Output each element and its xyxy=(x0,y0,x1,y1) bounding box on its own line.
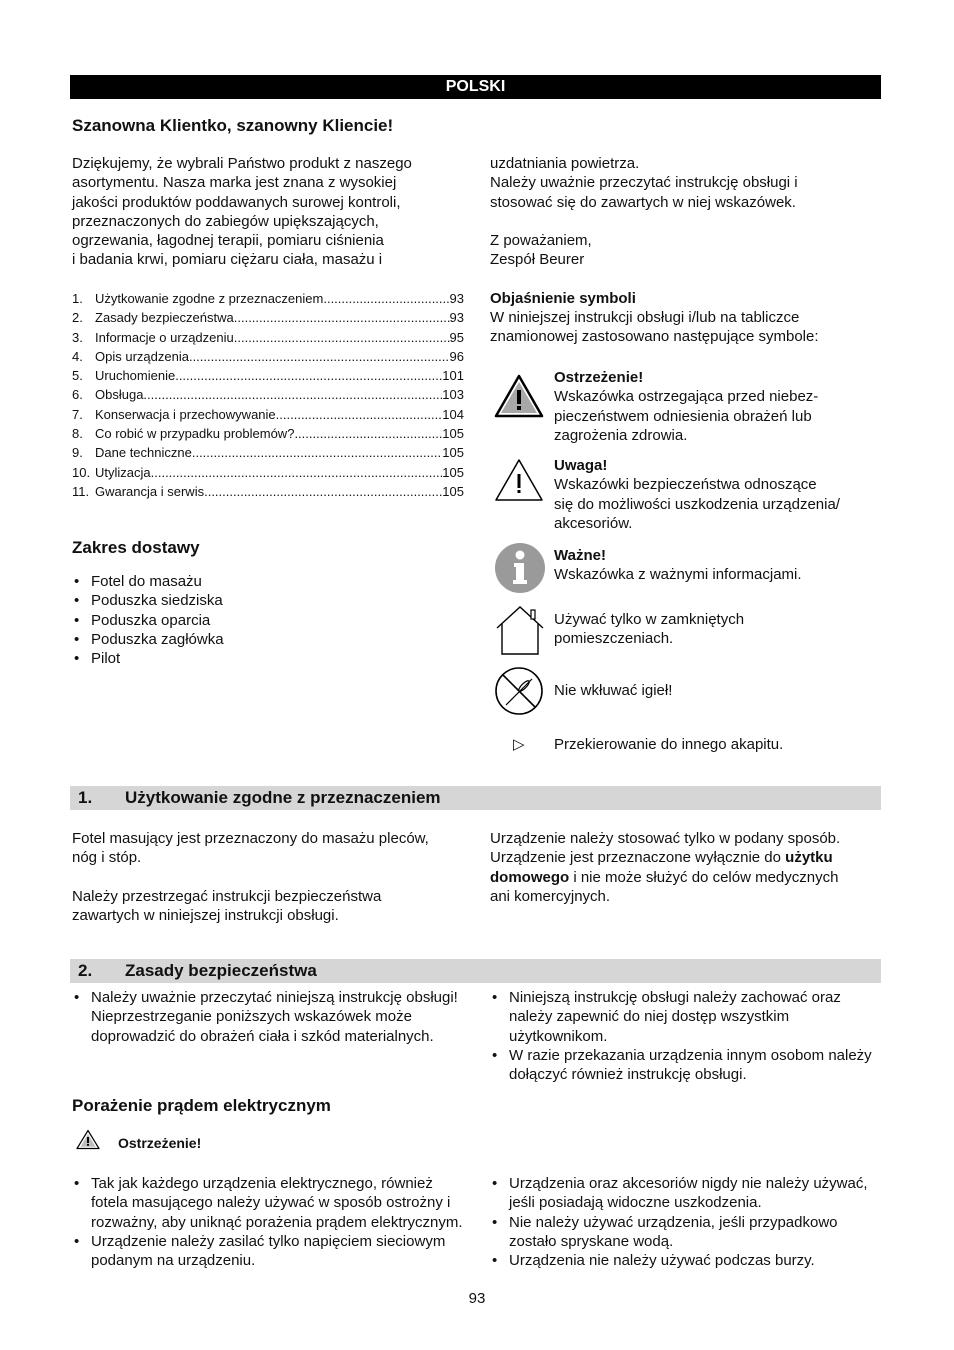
list-item: • Fotel do masażu xyxy=(72,572,462,591)
electric-left-list xyxy=(72,1174,466,1270)
list-item: • Urządzenia oraz akcesoriów nigdy nie należy używać, jeśli posiadają widoczne uszkodzenia. xyxy=(490,1174,880,1213)
section2-right-list xyxy=(490,988,880,1084)
symbols-heading: Objaśnienie symboli xyxy=(490,290,636,307)
list-item: • Należy uważnie przeczytać niniejszą instrukcję obsługi! Nieprzestrzeganie poniższych wskazówek może doprowadzić do obrażeń ciała i szkód materialnych. xyxy=(72,988,464,1046)
indoor-house-icon xyxy=(494,604,546,656)
no-needles-icon xyxy=(494,666,544,716)
toc-item[interactable]: 2. Zasady bezpieczeństwa ..... 93 xyxy=(72,308,464,327)
list-item: • Pilot xyxy=(72,649,462,668)
toc-item[interactable]: 7. Konserwacja i przechowywanie ..... 104 xyxy=(72,405,464,424)
warning-small-icon xyxy=(76,1129,100,1150)
list-item: • W razie przekazania urządzenia innym osobom należy dołączyć również instrukcję obsługi. xyxy=(490,1046,880,1085)
toc-item[interactable]: 5. Uruchomienie ..... 101 xyxy=(72,366,464,385)
delivery-heading: Zakres dostawy xyxy=(72,538,200,557)
needle-symbol-text: Nie wkłuwać igieł! xyxy=(554,682,673,699)
info-icon xyxy=(494,542,546,594)
toc-item[interactable]: 8. Co robić w przypadku problemów? ..... 105 xyxy=(72,424,464,443)
language-header: POLSKI xyxy=(70,75,881,99)
arrow-icon: ▷ xyxy=(513,736,525,753)
toc-item[interactable]: 6. Obsługa ..... 103 xyxy=(72,385,464,404)
section1-header: 1. Użytkowanie zgodne z przeznaczeniem xyxy=(70,786,881,810)
electric-heading: Porażenie prądem elektrycznym xyxy=(72,1096,331,1115)
caution-outline-icon xyxy=(494,458,544,502)
electric-warning-label: Ostrzeżenie! xyxy=(118,1135,202,1151)
warning-symbol-text: Ostrzeżenie! Wskazówka ostrzegająca przed niebez- pieczeństwem odniesienia obrażeń lub zagrożenia zdrowia. xyxy=(554,369,819,444)
list-item: • Nie należy używać urządzenia, jeśli przypadkowo zostało spryskane wodą. xyxy=(490,1213,880,1252)
section1-right-text: Urządzenie należy stosować tylko w podany sposób. Urządzenie jest przeznaczone wyłącznie do użytku domowego i nie może służyć do celów medycznych ani komercyjnych. xyxy=(490,830,841,905)
delivery-list xyxy=(72,572,462,668)
toc-item[interactable]: 3. Informacje o urządzeniu ..... 95 xyxy=(72,328,464,347)
toc-item[interactable]: 4. Opis urządzenia ..... 96 xyxy=(72,347,464,366)
arrow-symbol-text: Przekierowanie do innego akapitu. xyxy=(554,736,784,753)
list-item: • Urządzenie należy zasilać tylko napięciem sieciowym podanym na urządzeniu. xyxy=(72,1232,466,1271)
section1-left-text: Fotel masujący jest przeznaczony do masażu pleców, nóg i stóp. Należy przestrzegać instrukcji bezpieczeństwa zawartych w niniejszej instrukcji obsługi. xyxy=(72,830,429,925)
symbols-intro: W niniejszej instrukcji obsługi i/lub na tabliczce znamionowej zastosowano następujące symbole: xyxy=(490,309,819,346)
intro-left-text: Dziękujemy, że wybrali Państwo produkt z naszego asortymentu. Nasza marka jest znana z wysokiej jakości produktów poddawanych surowej kontroli, przeznaczonych do zabiegów upiększających, ogrzewania, łagodnej terapii, pomiaru ciśnienia i badania krwi, pomiaru ciężaru ciała, masażu i xyxy=(72,155,412,269)
indoor-symbol-text: Używać tylko w zamkniętych pomieszczeniach. xyxy=(554,611,745,648)
toc-item[interactable]: 9. Dane techniczne ..... 105 xyxy=(72,443,464,462)
section2-header: 2. Zasady bezpieczeństwa xyxy=(70,959,881,983)
toc-item[interactable]: 1. Użytkowanie zgodne z przeznaczeniem ..... 93 xyxy=(72,289,464,308)
section2-left-list xyxy=(72,988,464,1046)
toc-item[interactable]: 11. Gwarancja i serwis ..... 105 xyxy=(72,482,464,501)
list-item: • Poduszka zagłówka xyxy=(72,630,462,649)
intro-right-text: uzdatniania powietrza. Należy uważnie przeczytać instrukcję obsługi i stosować się do zawartych w niej wskazówek. Z poważaniem, Zespół Beurer xyxy=(490,155,798,269)
list-item: • Poduszka siedziska xyxy=(72,591,462,610)
list-item: • Tak jak każdego urządzenia elektrycznego, również fotela masującego należy używać w sposób ostrożny i rozważny, aby uniknąć porażenia prądem elektrycznym. xyxy=(72,1174,466,1232)
greeting-heading: Szanowna Klientko, szanowny Kliencie! xyxy=(72,116,394,135)
list-item: • Niniejszą instrukcję obsługi należy zachować oraz należy zapewnić do niej dostęp wszystkim użytkownikom. xyxy=(490,988,880,1046)
list-item: • Urządzenia nie należy używać podczas burzy. xyxy=(490,1251,880,1270)
toc-item[interactable]: 10. Utylizacja ..... 105 xyxy=(72,463,464,482)
electric-right-list xyxy=(490,1174,880,1270)
important-symbol-text: Ważne! Wskazówka z ważnymi informacjami. xyxy=(554,547,802,584)
list-item: • Poduszka oparcia xyxy=(72,611,462,630)
warning-filled-icon xyxy=(494,374,544,418)
caution-symbol-text: Uwaga! Wskazówki bezpieczeństwa odnoszące się do możliwości uszkodzenia urządzenia/ akcesoriów. xyxy=(554,457,840,532)
table-of-contents xyxy=(72,289,464,501)
page-number: 93 xyxy=(468,1290,486,1307)
